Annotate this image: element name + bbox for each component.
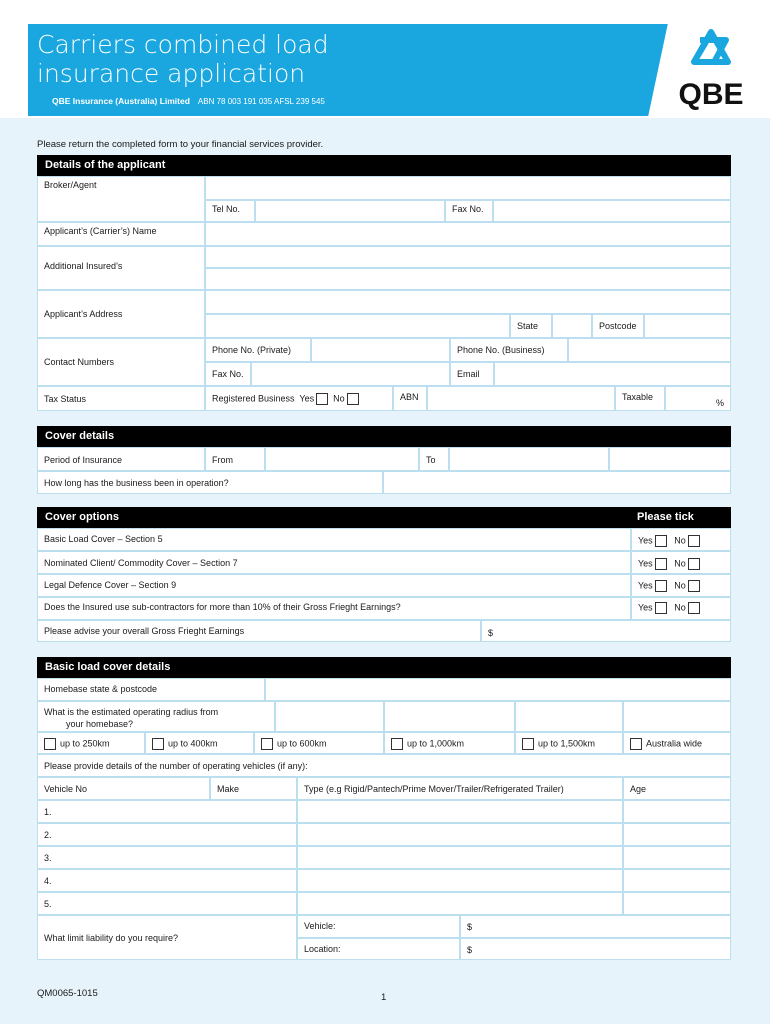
postcode-field[interactable]: [644, 314, 731, 338]
option-row: [37, 528, 631, 551]
option-row: [37, 597, 631, 620]
option-yes-checkbox[interactable]: [655, 602, 667, 614]
option-row: [37, 551, 631, 574]
title-line-2: insurance application: [37, 59, 306, 88]
fax-field[interactable]: [493, 200, 731, 222]
section-header-cover: [37, 426, 731, 447]
radius-label: up to 1,500km: [538, 738, 596, 749]
from-label: From: [212, 455, 233, 465]
radius-question-line-1: What is the estimated operating radius from: [44, 707, 219, 717]
section-header-applicant: [37, 155, 731, 176]
radius-checkbox[interactable]: [391, 738, 403, 750]
radius-option[interactable]: [384, 732, 515, 754]
tel-label: Tel No.: [212, 204, 241, 214]
registered-yes-checkbox[interactable]: [316, 393, 328, 405]
option-tick-cell: [631, 528, 731, 551]
page-number: 1: [381, 992, 387, 1003]
radius-blank: [275, 701, 384, 732]
taxable-label-cell: [615, 386, 665, 411]
col-age-label: Age: [630, 784, 647, 794]
vehicle-age-field[interactable]: [623, 800, 731, 823]
option-yes-checkbox[interactable]: [655, 535, 667, 547]
radius-question-cell: [37, 701, 275, 732]
no-label: No: [674, 558, 686, 569]
option-no-checkbox[interactable]: [688, 580, 700, 592]
option-tick-cell: [631, 574, 731, 597]
how-long-label-cell: [37, 471, 383, 494]
yes-label: Yes: [299, 393, 315, 404]
intro-text: Please return the completed form to your financial services provider.: [37, 139, 324, 150]
fax2-label-cell: [205, 362, 251, 386]
email-label-cell: [450, 362, 494, 386]
no-label: No: [674, 535, 686, 546]
option-label: Nominated Client/ Commodity Cover – Section 7: [44, 558, 238, 568]
limit-location-label: Location:: [304, 944, 341, 954]
how-long-field[interactable]: [383, 471, 731, 494]
radius-option[interactable]: [37, 732, 145, 754]
taxable-label: Taxable: [622, 392, 654, 402]
phone-private-label-cell: [205, 338, 311, 362]
option-row: [37, 574, 631, 597]
company-line: [52, 96, 325, 106]
company-name: QBE Insurance (Australia) Limited: [52, 96, 190, 106]
email-field[interactable]: [494, 362, 731, 386]
radius-blank: [384, 701, 515, 732]
percent-sign: %: [715, 398, 724, 408]
vehicle-row-label: 1.: [44, 807, 52, 817]
broker-label: Broker/Agent: [44, 180, 97, 190]
yes-label: Yes: [638, 602, 653, 613]
vehicle-age-field[interactable]: [623, 892, 731, 915]
radius-option[interactable]: [254, 732, 384, 754]
state-field[interactable]: [552, 314, 592, 338]
options-grid: [37, 528, 731, 642]
section-title: Cover options: [45, 511, 119, 523]
radius-checkbox[interactable]: [152, 738, 164, 750]
cover-grid: [37, 447, 731, 494]
gross-label: Please advise your overall Gross Frieght Earnings: [44, 626, 245, 636]
state-label: State: [517, 321, 539, 331]
option-no-checkbox[interactable]: [688, 535, 700, 547]
homebase-label: Homebase state & postcode: [44, 684, 158, 694]
please-tick-label: Please tick: [637, 511, 694, 523]
dollar-sign: $: [488, 628, 494, 638]
email-label: Email: [457, 369, 480, 379]
vehicle-row-number: [37, 823, 297, 846]
radius-blank: [623, 701, 731, 732]
option-yes-checkbox[interactable]: [655, 580, 667, 592]
abn-text: ABN 78 003 191 035 AFSL 239 545: [197, 97, 325, 106]
no-label: No: [674, 580, 686, 591]
tel-label-cell: [205, 200, 255, 222]
vehicle-type-field[interactable]: [297, 892, 623, 915]
radius-option[interactable]: [515, 732, 623, 754]
postcode-label-cell: [592, 314, 644, 338]
radius-label: up to 400km: [168, 738, 218, 749]
broker-label-cell: [37, 176, 205, 222]
homebase-label-cell: [37, 678, 265, 701]
phone-business-label: Phone No. (Business): [457, 345, 545, 355]
col-type-header: [297, 777, 623, 800]
vehicles-question: Please provide details of the number of operating vehicles (if any):: [44, 761, 308, 771]
phone-private-label: Phone No. (Private): [212, 345, 292, 355]
form-code: QM0065-1015: [37, 988, 98, 999]
name-field[interactable]: [205, 222, 731, 246]
limit-location-label-cell: [297, 938, 460, 960]
col-vehicle-header: [37, 777, 210, 800]
fax-label-cell: [445, 200, 493, 222]
homebase-field[interactable]: [265, 678, 731, 701]
option-label: Does the Insured use sub-contractors for more than 10% of their Gross Frieght Earnings?: [44, 602, 401, 612]
limit-location-field[interactable]: [460, 938, 731, 960]
how-long-label: How long has the business been in operation?: [44, 478, 229, 488]
option-no-checkbox[interactable]: [688, 558, 700, 570]
vehicle-type-field[interactable]: [297, 846, 623, 869]
radius-checkbox[interactable]: [44, 738, 56, 750]
radius-blank: [515, 701, 623, 732]
gross-label-cell: [37, 620, 481, 642]
no-label: No: [674, 602, 686, 613]
basic-grid: [37, 678, 731, 960]
address-field-2[interactable]: [205, 314, 510, 338]
fax2-field[interactable]: [251, 362, 450, 386]
phone-private-field[interactable]: [311, 338, 450, 362]
abn-field[interactable]: [427, 386, 615, 411]
tax-label-cell: [37, 386, 205, 411]
vehicle-row-label: 5.: [44, 899, 52, 909]
phone-business-field[interactable]: [568, 338, 731, 362]
radius-option[interactable]: [623, 732, 731, 754]
vehicle-row-number: [37, 869, 297, 892]
section-title: Cover details: [45, 430, 115, 442]
vehicle-row-label: 3.: [44, 853, 52, 863]
additional-label: Additional Insured’s: [44, 261, 123, 271]
from-field[interactable]: [265, 447, 419, 471]
period-label: Period of Insurance: [44, 455, 123, 465]
svg-text:QBE: QBE: [678, 78, 744, 110]
option-label: Basic Load Cover – Section 5: [44, 534, 163, 544]
vehicle-type-field[interactable]: [297, 823, 623, 846]
fax-label: Fax No.: [452, 204, 484, 214]
qbe-logo-icon: [670, 26, 752, 110]
col-vehicle-label: Vehicle No: [44, 784, 88, 794]
limit-vehicle-label: Vehicle:: [304, 921, 336, 931]
vehicle-age-field[interactable]: [623, 823, 731, 846]
no-label: No: [333, 393, 345, 404]
limit-vehicle-field[interactable]: [460, 915, 731, 938]
col-make-header: [210, 777, 297, 800]
registered-label: Registered Business: [212, 393, 295, 404]
name-label-cell: [37, 222, 205, 246]
vehicles-question-cell: [37, 754, 731, 777]
vehicle-row-number: [37, 846, 297, 869]
vehicle-row-label: 4.: [44, 876, 52, 886]
radius-checkbox[interactable]: [522, 738, 534, 750]
option-no-checkbox[interactable]: [688, 602, 700, 614]
vehicle-age-field[interactable]: [623, 869, 731, 892]
tax-label: Tax Status: [44, 394, 87, 404]
registered-no-checkbox[interactable]: [347, 393, 359, 405]
limit-label-cell: [37, 915, 297, 960]
vehicle-age-field[interactable]: [623, 846, 731, 869]
col-make-label: Make: [217, 784, 240, 794]
address-field-1[interactable]: [205, 290, 731, 314]
applicant-grid: [37, 176, 731, 411]
option-yes-checkbox[interactable]: [655, 558, 667, 570]
address-label-cell: [37, 290, 205, 338]
phone-business-label-cell: [450, 338, 568, 362]
col-age-header: [623, 777, 731, 800]
radius-label: up to 1,000km: [407, 738, 465, 749]
limit-label: What limit liability do you require?: [44, 933, 179, 943]
vehicle-type-field[interactable]: [297, 800, 623, 823]
additional-field-2[interactable]: [205, 268, 731, 290]
registered-business-cell: [205, 386, 393, 411]
contact-label: Contact Numbers: [44, 357, 115, 367]
postcode-label: Postcode: [599, 321, 637, 331]
to-label: To: [426, 455, 436, 465]
page-title: [37, 30, 329, 88]
option-label: Legal Defence Cover – Section 9: [44, 580, 177, 590]
address-label: Applicant’s Address: [44, 309, 123, 319]
additional-label-cell: [37, 246, 205, 290]
abn-label: ABN: [400, 392, 419, 402]
radius-label: up to 600km: [277, 738, 327, 749]
additional-field-1[interactable]: [205, 246, 731, 268]
broker-field[interactable]: [205, 176, 731, 200]
gross-field[interactable]: [481, 620, 731, 642]
state-label-cell: [510, 314, 552, 338]
to-field[interactable]: [449, 447, 609, 471]
radius-label: Australia wide: [646, 738, 703, 749]
dollar-sign: $: [467, 922, 473, 932]
section-header-basic: [37, 657, 731, 678]
vehicle-row-number: [37, 800, 297, 823]
vehicle-type-field[interactable]: [297, 869, 623, 892]
option-tick-cell: [631, 597, 731, 620]
col-type-label: Type (e.g Rigid/Pantech/Prime Mover/Trailer/Refrigerated Trailer): [304, 784, 564, 794]
yes-label: Yes: [638, 558, 653, 569]
from-label-cell: [205, 447, 265, 471]
fax2-label: Fax No.: [212, 369, 244, 379]
radius-checkbox[interactable]: [261, 738, 273, 750]
vehicle-row-label: 2.: [44, 830, 52, 840]
tel-field[interactable]: [255, 200, 445, 222]
vehicle-row-number: [37, 892, 297, 915]
to-label-cell: [419, 447, 449, 471]
radius-checkbox[interactable]: [630, 738, 642, 750]
limit-vehicle-label-cell: [297, 915, 460, 938]
radius-label: up to 250km: [60, 738, 110, 749]
dollar-sign: $: [467, 945, 473, 955]
section-header-options: [37, 507, 731, 528]
yes-label: Yes: [638, 535, 653, 546]
contact-label-cell: [37, 338, 205, 386]
section-title: Basic load cover details: [45, 661, 171, 673]
yes-label: Yes: [638, 580, 653, 591]
period-label-cell: [37, 447, 205, 471]
section-title: Details of the applicant: [45, 159, 166, 171]
abn-label-cell: [393, 386, 427, 411]
option-tick-cell: [631, 551, 731, 574]
name-label: Applicant’s (Carrier’s) Name: [44, 226, 157, 236]
to-field-extra[interactable]: [609, 447, 731, 471]
radius-option[interactable]: [145, 732, 254, 754]
title-line-1: Carriers combined load: [37, 30, 329, 59]
taxable-field[interactable]: [665, 386, 731, 411]
radius-question-line-2: your homebase?: [66, 719, 134, 729]
